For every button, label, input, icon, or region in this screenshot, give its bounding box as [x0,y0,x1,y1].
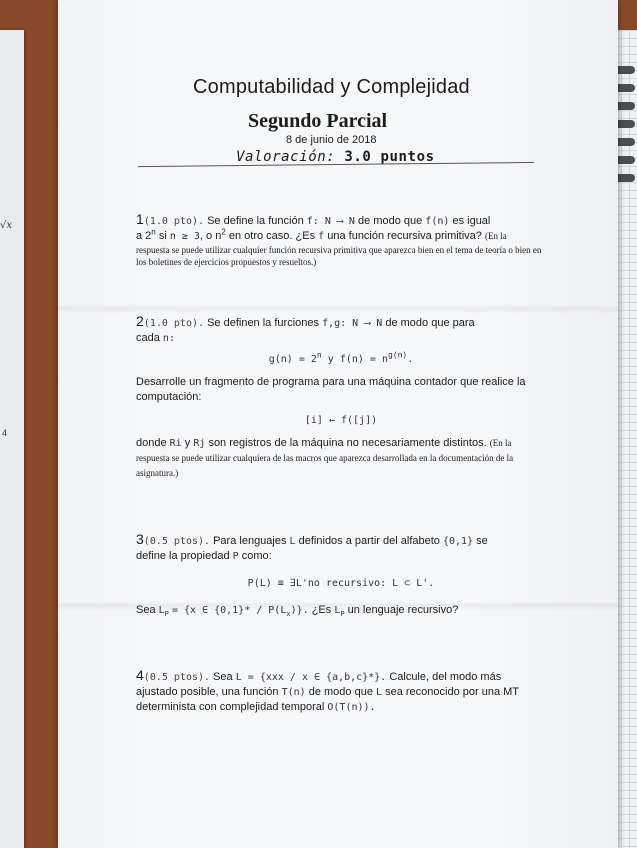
q4-definition: L = {xxx / x ∈ {a,b,c}*}. [235,672,387,683]
q3-text: Sea [136,604,156,616]
q3-set-end: )}. [290,605,309,616]
q2-text: y [184,437,191,449]
q1-exponent: n [151,227,156,237]
q3-text: un lenguaje recursivo? [347,604,459,616]
formula-exponent: n [316,350,322,360]
q1-fn: f(n) [425,216,450,227]
question-1 [136,212,546,268]
formula-f: f(n) = n [339,354,388,365]
q1-f: f [318,231,325,242]
lp-symbol: L [334,605,341,616]
question-4 [136,668,546,715]
q1-signature: f: N ⟶ N [306,216,355,227]
q2-signature: f,g: N ⟶ N [322,318,383,329]
q2-formula [136,352,546,367]
q2-register: Ri [169,438,182,449]
question-number: 1 [136,211,144,227]
q2-n: n: [162,333,175,344]
q4-tn: T(n) [281,687,306,698]
exam-subtitle: Segundo Parcial [248,110,388,132]
q4-text: Sea [213,671,233,683]
question-number: 3 [136,531,144,547]
q1-text: a 2 [136,230,152,242]
background-left-scribble: √x [0,220,13,231]
q3-lp [159,605,169,616]
q2-note: (En la respuesta se puede utilizar cualquiera de las macros que aparezca desarrollada en la documentación de la asignatura.) [136,438,514,478]
q1-text: si [158,230,167,242]
q4-text: ajustado posible, una función [136,686,279,698]
q3-set-subscript: x [286,610,291,619]
background-left-scribble-2: 4 [2,428,8,438]
q1-note-start: (En la [484,231,507,241]
question-points: (1.0 pto). [143,318,205,329]
q1-note: respuesta se puede utilizar cualquier función recursiva primitiva que aparezca bien en el tema de teoría o bien en los boletines de ejercicios propuestos y resueltos.) [136,245,542,267]
lp-subscript: P [340,610,345,618]
question-points: (1.0 pto). [143,216,205,227]
question-number: 4 [136,667,144,683]
q3-text: define la propiedad [136,550,230,562]
q2-text: de modo que para [385,317,475,329]
q3-question [136,603,546,622]
q2-register: Rj [193,438,206,449]
question-3 [136,532,546,622]
q2-text: Se definen la furciones [207,317,319,329]
q3-lp-2 [334,605,344,616]
q1-text: en otro caso. ¿Es [228,230,316,242]
q4-text: determinista con complejidad temporal [136,701,325,713]
q3-text: se [476,535,488,547]
exam-title: Computabilidad y Complejidad [193,76,470,98]
lp-symbol: L [158,605,165,616]
question-2 [136,314,546,481]
q1-text: es igual [452,215,491,227]
q3-text: como: [241,550,272,562]
q3-formula: P(L) ≡ ∃L'no recursivo: L ⊂ L'. [247,578,435,589]
q1-text: Se define la función [207,215,304,227]
q1-condition: n ≥ 3 [169,231,200,242]
q4-text: de modo que [308,686,373,698]
q1-exponent: 2 [221,227,226,237]
question-points: (0.5 ptos). [143,672,211,683]
lp-subscript: P [164,610,169,618]
q1-question: una función recursiva primitiva? [327,230,482,242]
valoracion-label: Valoración: [236,149,336,165]
q2-text: donde [136,437,167,449]
formula-end: . [407,354,414,365]
q1-text: de modo que [358,215,423,227]
q2-paragraph: Desarrolle un fragmento de programa para una máquina contador que realice la computación: [136,376,526,403]
q3-symbol: L [289,536,296,547]
formula-connector: y [327,354,334,365]
q4-symbol: L [376,687,383,698]
exam-date: 8 de junio de 2018 [286,134,377,146]
question-points: (0.5 ptos). [143,536,211,547]
q1-text: , o n [199,230,222,242]
background-left-sheet [0,30,24,848]
q3-alphabet: {0,1} [442,536,474,547]
q2-text: cada [136,332,160,344]
q4-text: sea reconocido por una MT [385,686,520,698]
q2-text: son registros de la máquina no necesariamente distintos. [208,437,487,449]
q2-paragraph-2 [136,436,546,481]
question-number: 2 [136,313,144,329]
q4-complexity: O(T(n)). [327,702,376,713]
q3-text: ¿Es [311,604,332,616]
formula-exponent: g(n) [387,350,408,360]
formula-g: g(n) = 2 [268,354,317,365]
q3-text: definidos a partir del alfabeto [298,535,440,547]
q2-computation: [i] ← f([j]) [304,415,378,426]
valoracion-value: 3.0 puntos [344,149,435,165]
q4-text: Calcule, del modo más [389,671,502,683]
q3-text: Para lenguajes [213,535,287,547]
q3-set: = {x ∈ {0,1}* / P(L [171,605,287,616]
exam-sheet [58,0,618,848]
q3-symbol: P [232,551,239,562]
